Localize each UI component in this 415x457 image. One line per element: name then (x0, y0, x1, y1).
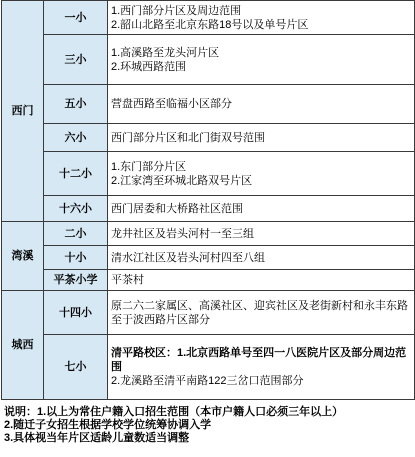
area-line: 西门部分片区和北门街双号范围 (111, 131, 265, 144)
school-cell: 三小 (44, 35, 108, 85)
area-cell (108, 222, 415, 246)
area-cell (108, 124, 415, 152)
area-line: 原二六二家属区、高溪社区、迎宾社区及老街新村和永丰东路至于波西路片区部分 (111, 299, 408, 326)
note-line: 说明：1.以上为常住户籍入口招生范围（本市户籍人口必须三年以上） (4, 406, 344, 418)
table-row (2, 335, 415, 400)
school-cell: 十四小 (44, 291, 108, 335)
table-row (2, 196, 415, 222)
school-cell: 十六小 (44, 196, 108, 222)
school-cell: 十二小 (44, 152, 108, 196)
note-line: 3.具体视当年片区适龄儿童数适当调整 (4, 432, 190, 444)
school-cell: 平茶小学 (44, 270, 108, 291)
table-row (2, 124, 415, 152)
table-row (2, 85, 415, 124)
area-line: 2.龙溪路至清平南路122三岔口范围部分 (111, 375, 304, 387)
area-cell (108, 270, 415, 291)
table-row (2, 222, 415, 246)
area-cell (108, 291, 415, 335)
table-row (2, 270, 415, 291)
area-cell (108, 196, 415, 222)
area-line: 西门居委和大桥路社区范围 (111, 202, 243, 215)
table-row (2, 152, 415, 196)
table-row (2, 291, 415, 335)
area-cell (108, 85, 415, 124)
school-cell: 一小 (44, 1, 108, 35)
area-line: 2.环城西路范围 (111, 60, 187, 73)
area-line: 龙井社区及岩头河村一至三组 (111, 227, 254, 240)
area-line: 平茶村 (111, 274, 144, 286)
note-line: 2.随迁子女招生根据学校学位统筹协调入学 (4, 419, 212, 431)
notes (4, 406, 412, 445)
district-cell: 城西 (2, 291, 44, 400)
school-cell: 五小 (44, 85, 108, 124)
area-line: 营盘西路至临福小区部分 (111, 98, 232, 110)
area-cell (108, 246, 415, 270)
table-row (2, 1, 415, 35)
table-row (2, 35, 415, 85)
district-cell: 西门 (2, 1, 44, 222)
area-cell (108, 1, 415, 35)
table-row (2, 246, 415, 270)
area-cell (108, 35, 415, 85)
area-line: 清平路校区：1.北京西路单号至四一八医院片区及部分周边范围 (111, 347, 407, 373)
school-cell: 七小 (44, 335, 108, 400)
district-cell: 湾溪 (2, 222, 44, 291)
school-cell: 二小 (44, 222, 108, 246)
school-cell: 十小 (44, 246, 108, 270)
area-line: 清水江社区及岩头河村四至八组 (111, 251, 265, 264)
area-cell (108, 152, 415, 196)
area-line: 1.东门部分片区 (111, 160, 187, 173)
area-line: 2.韶山北路至北京东路18号以及单号片区 (111, 18, 309, 31)
area-line: 1.高溪路至龙头河片区 (111, 46, 220, 59)
enrollment-zone-table (1, 0, 415, 400)
area-cell (108, 335, 415, 400)
area-line: 1.西门部分片区及周边范围 (111, 4, 242, 17)
area-line: 2.江家湾至环城北路双号片区 (111, 174, 253, 187)
school-cell: 六小 (44, 124, 108, 152)
